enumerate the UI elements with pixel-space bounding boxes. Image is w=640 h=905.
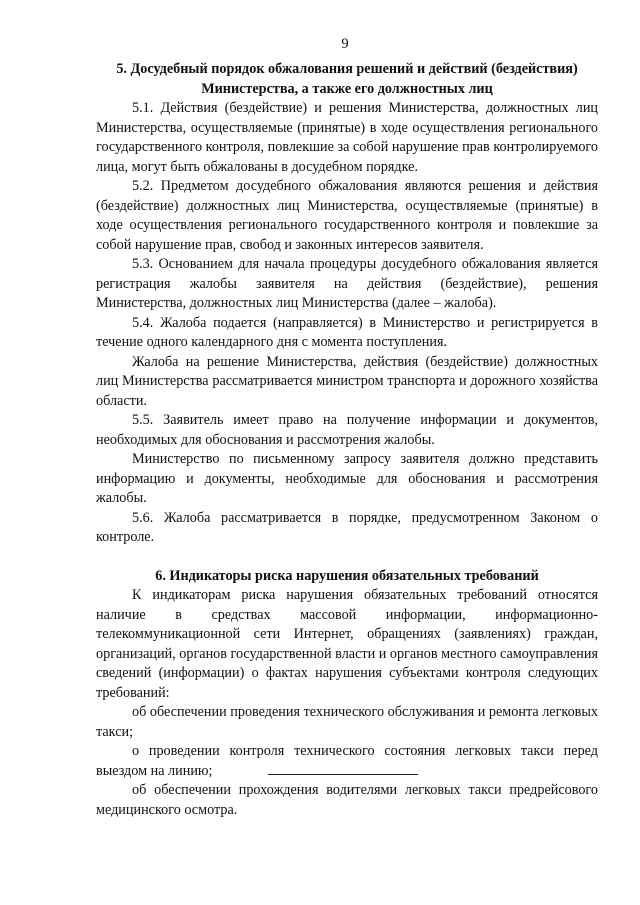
paragraph-5-3: 5.3. Основанием для начала процедуры досудебного обжалования является регистрация жалобы заявителя на действия (бездействие), решения Министерства, должностных лиц Министерства (далее – жалоба).: [96, 256, 598, 311]
section-5-heading-line-1: 5. Досудебный порядок обжалования решений и действий (бездействия): [116, 61, 578, 77]
section-5: [96, 60, 598, 548]
paragraph-6-maintenance: об обеспечении проведения технического обслуживания и ремонта легковых такси;: [96, 704, 598, 740]
paragraph-5-4: 5.4. Жалоба подается (направляется) в Министерство и регистрируется в течение одного календарного дня с момента поступления.: [96, 314, 598, 350]
section-6-heading: 6. Индикаторы риска нарушения обязательных требований: [155, 567, 539, 584]
page-number: 9: [341, 36, 349, 52]
paragraph-5-2: 5.2. Предметом досудебного обжалования являются решения и действия (бездействие) должностных лиц Министерства, осуществляемые (принятые) в ходе осуществления регионального государственного контроля и повлекшие за собой нарушение прав, свобод и законных интересов заявителя.: [96, 178, 598, 253]
section-6: [96, 567, 598, 821]
paragraph-6-medical-exam: об обеспечении прохождения водителями легковых такси предрейсового медицинского осмотра.: [96, 782, 598, 818]
end-divider-line: [268, 774, 418, 775]
paragraph-5-1: 5.1. Действия (бездействие) и решения Министерства, должностных лиц Министерства, осуществляемые (принятые) в ходе осуществления регионального государственного контроля, повлекшие за собой нарушение прав контролируемого лица, могут быть обжалованы в досудебном порядке.: [96, 100, 598, 175]
paragraph-5-4-complaint: Жалоба на решение Министерства, действия (бездействие) должностных лиц Министерства рассматривается министром транспорта и дорожного хозяйства области.: [96, 353, 598, 409]
paragraph-6-intro: К индикаторам риска нарушения обязательных требований относятся наличие в средствах массовой информации, информационно-телекоммуникационной сети Интернет, обращениях (заявлениях) граждан, организаций, органов государственной власти и органов местного самоуправления сведений (информации) о фактах нарушения субъектами контроля следующих требований:: [96, 587, 598, 701]
document-body: [96, 60, 598, 820]
paragraph-5-6: 5.6. Жалоба рассматривается в порядке, предусмотренном Законом о контроле.: [96, 509, 598, 545]
paragraph-6-technical-control: о проведении контроля технического состояния легковых такси перед выездом на линию;: [96, 743, 598, 779]
paragraph-5-5: 5.5. Заявитель имеет право на получение информации и документов, необходимых для обоснования и рассмотрения жалобы.: [96, 412, 598, 448]
paragraph-5-5-request: Министерство по письменному запросу заявителя должно представить информацию и документы, необходимые для обоснования и рассмотрения жалобы.: [96, 451, 598, 506]
section-5-heading-line-2: Министерства, а также его должностных лиц: [201, 80, 493, 97]
